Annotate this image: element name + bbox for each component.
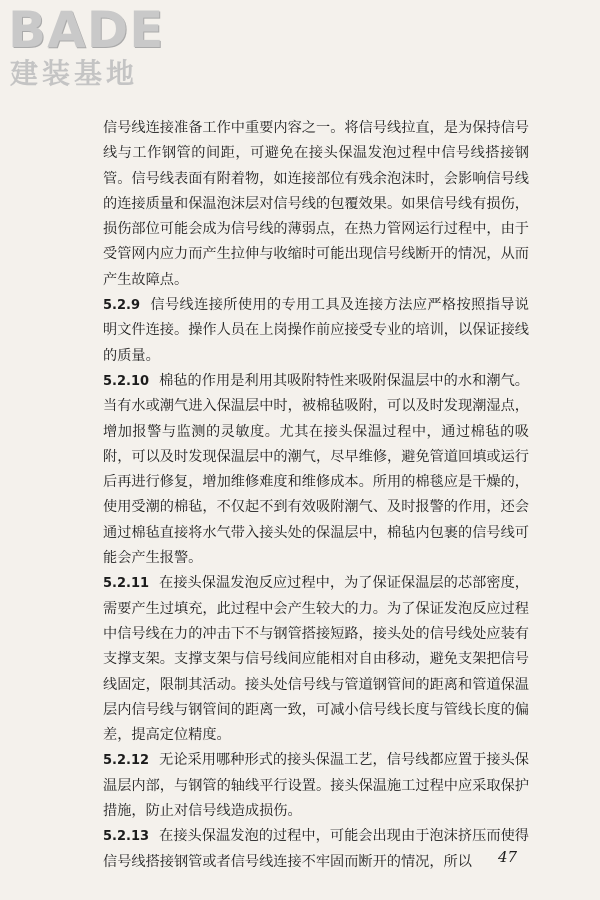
clause-5-2-10 <box>103 369 529 571</box>
page-number: 47 <box>498 848 518 866</box>
clause-number: 5.2.13 <box>103 829 150 845</box>
clause-number: 5.2.12 <box>103 753 150 769</box>
clause-text: 棉毡的作用是利用其吸附特性来吸附保温层中的水和潮气。当有水或潮气进入保温层中时，被棉毡吸附，可以及时发现潮湿点，增加报警与监测的灵敏度。尤其在接头保温过程中，通过棉毡的吸附，可以及时发现保温层中的潮气，尽早维修，避免管道回填或运行后再进行修复，增加维修难度和维修成本。所用的棉毯应是干燥的，使用受潮的棉毡，不仅起不到有效吸附潮气、及时报警的作用，还会通过棉毡直接将水气带入接头处的保温层中，棉毡内包裹的信号线可能会产生报警。 <box>103 372 529 567</box>
clause-5-2-13 <box>103 824 529 875</box>
clause-number: 5.2.10 <box>103 373 150 389</box>
logo-subtitle: 建装基地 <box>10 57 139 90</box>
page-body <box>103 116 529 875</box>
logo-brand: BADE <box>8 1 165 59</box>
paragraph-text: 信号线连接准备工作中重要内容之一。将信号线拉直，是为保持信号线与工作钢管的间距，可避免在接头保温发泡过程中信号线搭接钢管。信号线表面有附着物，如连接部位有残余泡沫时，会影响信号线的连接质量和保温泡沫层对信号线的包覆效果。如果信号线有损伤，损伤部位可能会成为信号线的薄弱点，在热力管网运行过程中，由于受管网内应力而产生拉伸与收缩时可能出现信号线断开的情况，从而产生故障点。 <box>103 120 529 288</box>
clause-5-2-12 <box>103 748 529 824</box>
clause-number: 5.2.11 <box>103 576 150 592</box>
clause-text: 在接头保温发泡的过程中，可能会出现由于泡沫挤压而使得信号线搭接钢管或者信号线连接不牢固而断开的情况，所以 <box>103 828 529 870</box>
clause-text: 信号线连接所使用的专用工具及连接方法应严格按照指导说明文件连接。操作人员在上岗操作前应接受专业的培训，以保证接线的质量。 <box>103 297 529 364</box>
clause-text: 在接头保温发泡反应过程中，为了保证保温层的芯部密度，需要产生过填充，此过程中会产生较大的力。为了保证发泡反应过程中信号线在力的冲击下不与钢管搭接短路，接头处的信号线处应装有支撑支架。支撑支架与信号线间应能相对自由移动，避免支架把信号线固定，限制其活动。接头处信号线与管道钢管间的距离和管道保温层内信号线与钢管间的距离一致，可减小信号线长度与管线长度的偏差，提高定位精度。 <box>103 575 529 744</box>
clause-5-2-9 <box>103 293 529 369</box>
watermark-logo <box>8 2 198 94</box>
clause-text: 无论采用哪种形式的接头保温工艺，信号线都应置于接头保温层内部，与钢管的轴线平行设置。接头保温施工过程中应采取保护措施，防止对信号线造成损伤。 <box>103 752 529 820</box>
clause-number: 5.2.9 <box>103 298 141 314</box>
paragraph-continued <box>103 116 529 293</box>
clause-5-2-11 <box>103 571 529 748</box>
